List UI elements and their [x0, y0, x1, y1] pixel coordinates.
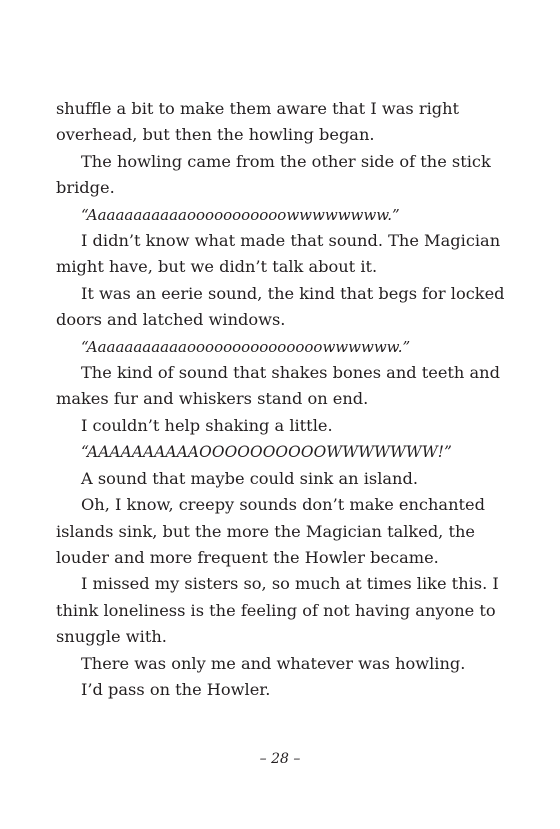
paragraph: A sound that maybe could sink an island.	[81, 468, 418, 488]
page-number: – 28 –	[259, 751, 301, 767]
paragraph: It was an eerie sound, the kind that begs for locked doors and latched windows.	[56, 283, 505, 330]
page-body	[56, 96, 508, 703]
paragraph: I’d pass on the Howler.	[81, 679, 271, 699]
howl-quote-loud: “AAAAAAAAAAOOOOOOOOOOWWWWWWW!”	[81, 443, 452, 462]
paragraph: The kind of sound that shakes bones and teeth and makes fur and whiskers stand on end.	[56, 363, 500, 409]
paragraph: The howling came from the other side of the stick bridge.	[56, 151, 491, 198]
paragraph: I missed my sisters so, so much at times like this. I think loneliness is the feeling of not having anyone to snuggle with.	[56, 574, 499, 647]
paragraph-continued: shuffle a bit to make them aware that I was right overhead, but then the howling began.	[56, 99, 460, 145]
howl-quote: “Aaaaaaaaaaaooooooooooooooowwwwww.”	[81, 337, 411, 356]
paragraph: There was only me and whatever was howling.	[81, 653, 466, 673]
howl-quote: “Aaaaaaaaaaaooooooooooowwwwwwww.”	[81, 205, 400, 224]
paragraph: Oh, I know, creepy sounds don’t make enchanted islands sink, but the more the Magician talked, the louder and more frequent the Howler became.	[56, 495, 485, 567]
paragraph: I didn’t know what made that sound. The Magician might have, but we didn’t talk about it.	[56, 231, 501, 277]
paragraph: I couldn’t help shaking a little.	[81, 415, 333, 435]
